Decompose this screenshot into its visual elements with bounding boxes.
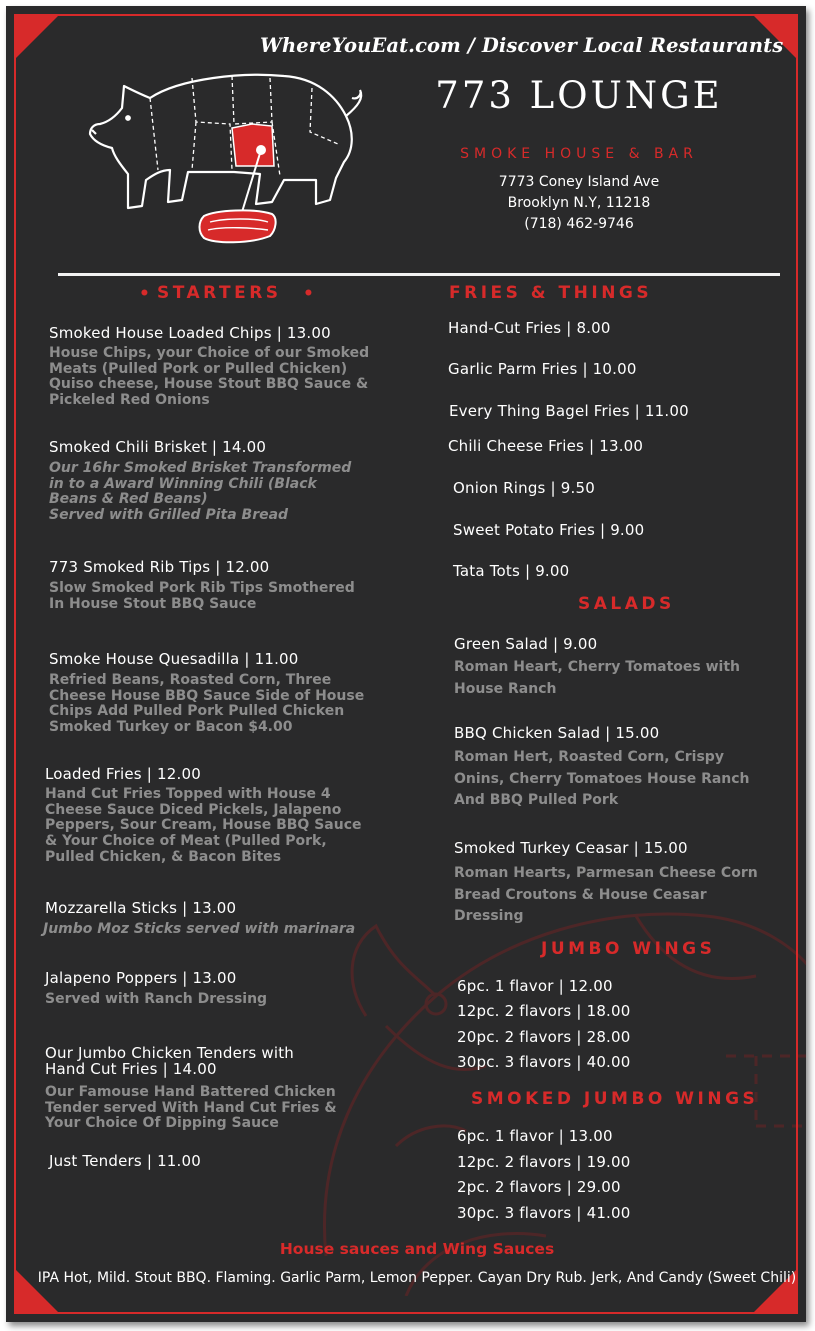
menu-item-desc: Roman Hearts, Parmesan Cheese Corn Bread Croutons & House Ceasar Dressing [454,865,758,924]
section-title-smoked-wings: SMOKED JUMBO WINGS [471,1089,759,1109]
bullet-right: • [303,284,314,304]
menu-item-name: 30pc. 3 flavors | 40.00 [457,1053,631,1071]
menu-item-name: 2pc. 2 flavors | 29.00 [457,1178,621,1196]
menu-item-name: Onion Rings | 9.50 [453,479,595,497]
section-title-fries: FRIES & THINGS [449,283,653,303]
pig-cuts-icon [84,58,366,254]
menu-item-desc: Our 16hr Smoked Brisket Transformed in to a Award Winning Chili (Black Beans & Red Beans) Served with Grilled Pita Bread [49,460,352,524]
menu-item-desc: Roman Heart, Cherry Tomatoes with House Ranch [454,659,741,697]
menu-item-name: 6pc. 1 flavor | 12.00 [457,977,613,995]
menu-item-desc: Roman Hert, Roasted Corn, Crispy Onins, Cherry Tomatoes House Ranch And BBQ Pulled Pork [454,749,750,808]
section-title-jumbo-wings: JUMBO WINGS [541,939,716,959]
restaurant-name: 773 LOUNGE [435,74,723,117]
menu-item-name: 12pc. 2 flavors | 19.00 [457,1153,631,1171]
address-city: Brooklyn N.Y, 11218 [507,195,651,211]
menu-item-name: Our Jumbo Chicken Tenders with Hand Cut Fries | 14.00 [45,1044,294,1078]
site-watermark: WhereYouEat.com / Discover Local Restaurants [260,34,784,57]
menu-item-name: Loaded Fries | 12.00 [45,765,201,783]
menu-item-name: Smoked Chili Brisket | 14.00 [49,438,267,456]
menu-item-name: Smoked House Loaded Chips | 13.00 [49,324,331,342]
menu-item-desc: Refried Beans, Roasted Corn, Three Cheese House BBQ Sauce Side of House Chips Add Pulled Pork Pulled Chicken Smoked Turkey or Bacon $4.00 [49,672,365,736]
menu-item-desc: Slow Smoked Pork Rib Tips Smothered In House Stout BBQ Sauce [49,580,355,612]
menu-item-name: Just Tenders | 11.00 [49,1152,202,1170]
menu-item-name: 6pc. 1 flavor | 13.00 [457,1127,613,1145]
menu-item-name: 20pc. 2 flavors | 28.00 [457,1028,631,1046]
menu-item-name: Smoke House Quesadilla | 11.00 [49,650,299,668]
menu-page [6,6,806,1322]
menu-item-name: Every Thing Bagel Fries | 11.00 [449,402,689,420]
menu-item-desc: Served with Ranch Dressing [45,991,268,1007]
section-title-starters: STARTERS [157,283,282,303]
menu-item-name: Tata Tots | 9.00 [453,562,570,580]
menu-item-name: Jalapeno Poppers | 13.00 [45,969,237,987]
menu-item-desc: Hand Cut Fries Topped with House 4 Cheese Sauce Diced Pickels, Jalapeno Peppers, Sour Cream, House BBQ Sauce & Your Choice of Meat (Pulled Pork, Pulled Chicken, & Bacon Bites [45,786,362,865]
menu-item-desc: Our Famouse Hand Battered Chicken Tender served With Hand Cut Fries & Your Choice Of Dipping Sauce [45,1084,337,1132]
phone-number[interactable]: (718) 462-9746 [524,216,634,232]
menu-item-desc: Jumbo Moz Sticks served with marinara [43,921,356,937]
menu-item-name: Chili Cheese Fries | 13.00 [448,437,644,455]
menu-item-name: Smoked Turkey Ceasar | 15.00 [454,839,688,857]
sauces-list: IPA Hot, Mild. Stout BBQ. Flaming. Garlic Parm, Lemon Pepper. Cayan Dry Rub. Jerk, And Candy (Sweet Chili) [37,1270,797,1286]
menu-item-name: Green Salad | 9.00 [454,635,598,653]
menu-item-name: Hand-Cut Fries | 8.00 [448,319,611,337]
section-title-salads: SALADS [578,594,675,614]
menu-item-name: Sweet Potato Fries | 9.00 [453,521,645,539]
menu-item-name: 30pc. 3 flavors | 41.00 [457,1204,631,1222]
address-street: 7773 Coney Island Ave [498,174,660,190]
menu-item-desc: House Chips, your Choice of our Smoked Meats (Pulled Pork or Pulled Chicken) Quiso cheese, House Stout BBQ Sauce & Pickeled Red Onions [49,345,370,409]
header-divider [58,273,780,276]
menu-item-name: 773 Smoked Rib Tips | 12.00 [49,558,270,576]
menu-item-name: Mozzarella Sticks | 13.00 [45,899,237,917]
menu-item-name: Garlic Parm Fries | 10.00 [448,360,637,378]
sauces-title: House sauces and Wing Sauces [279,1240,555,1258]
restaurant-tagline: SMOKE HOUSE & BAR [460,146,698,162]
menu-item-name: 12pc. 2 flavors | 18.00 [457,1002,631,1020]
menu-item-name: BBQ Chicken Salad | 15.00 [454,724,660,742]
bullet-left: • [139,284,150,304]
corner-ornament [16,16,58,58]
